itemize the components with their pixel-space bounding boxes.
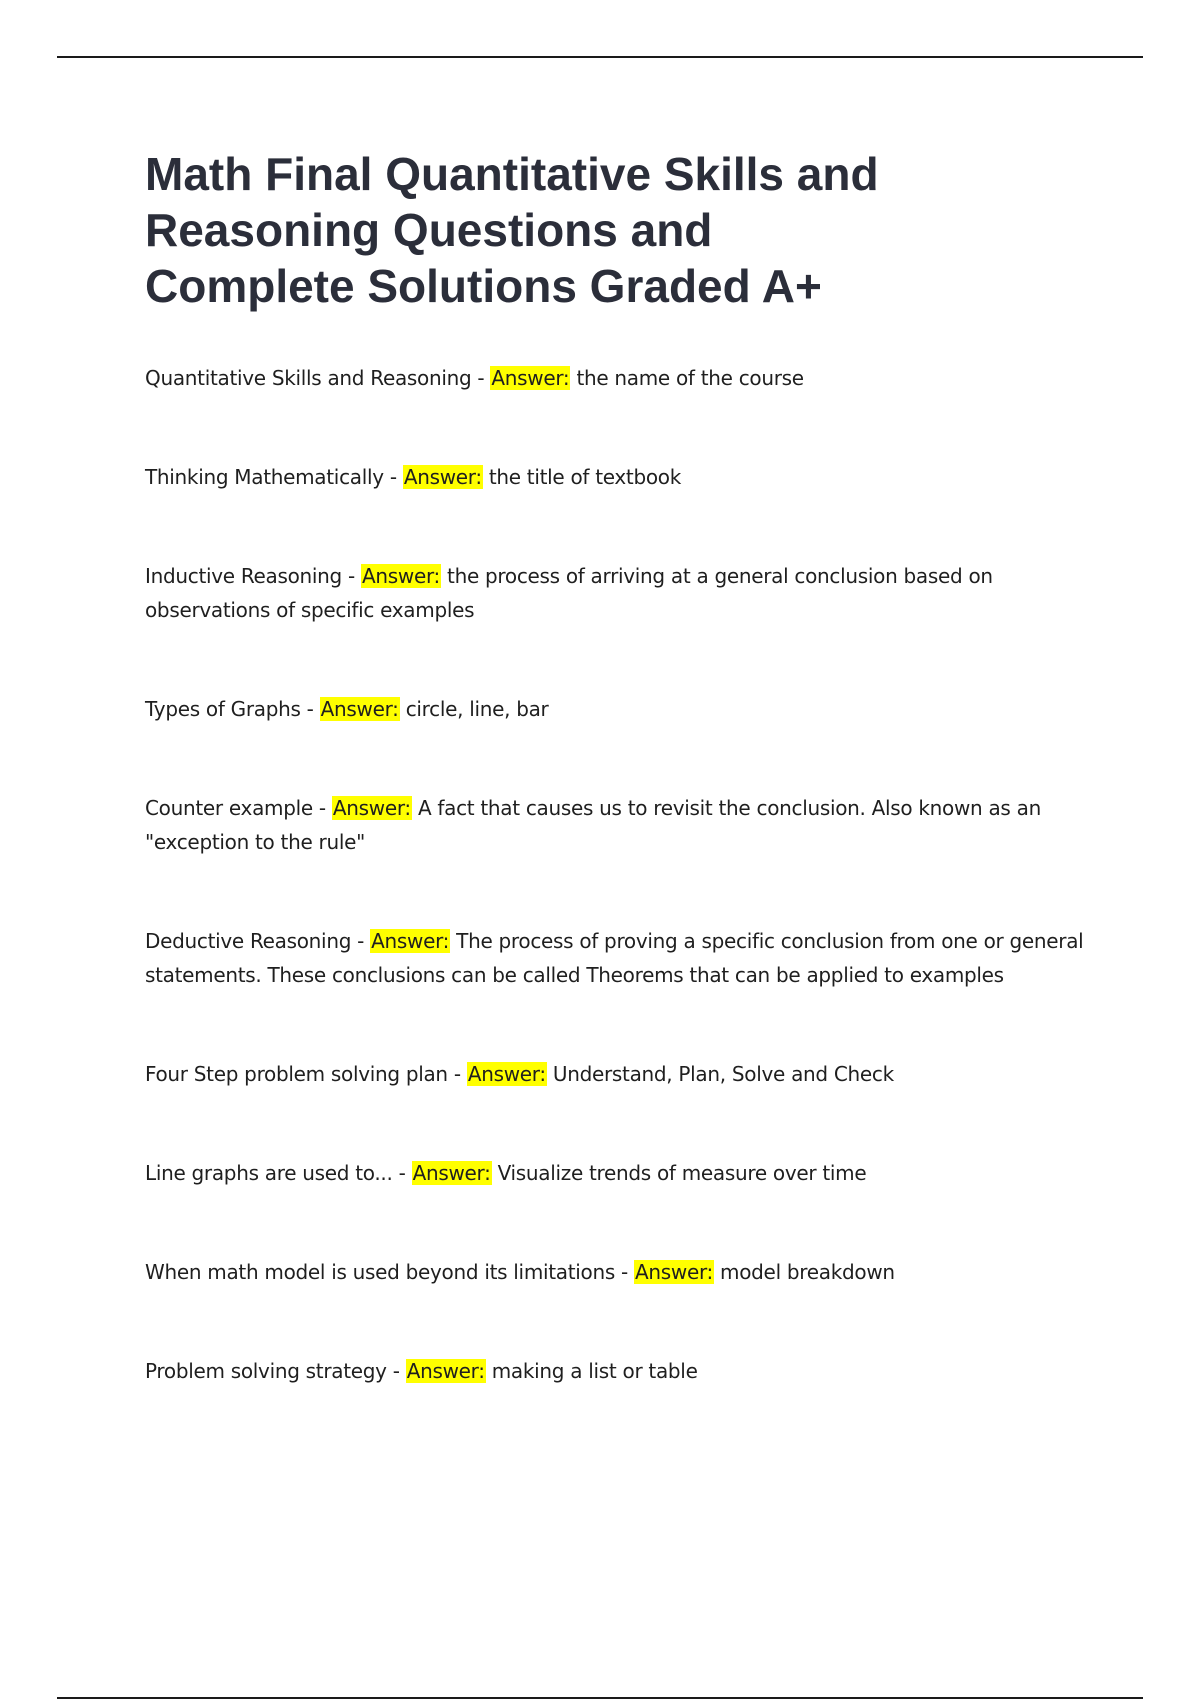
qa-term: When math model is used beyond its limitations: [145, 1260, 615, 1284]
qa-term: Thinking Mathematically: [145, 465, 384, 489]
answer-label-highlight: Answer:: [635, 1260, 713, 1284]
qa-term: Problem solving strategy: [145, 1359, 387, 1383]
qa-item: [145, 1156, 1105, 1190]
qa-list: [145, 361, 1105, 1388]
qa-term: Quantitative Skills and Reasoning: [145, 366, 472, 390]
qa-item: [145, 1354, 1105, 1388]
qa-answer: Visualize trends of measure over time: [497, 1161, 867, 1185]
qa-answer: The process of proving a specific conclusion from one or general statements. These conclusions can be called Theorems that can be applied to examples: [145, 929, 1084, 987]
qa-term: Counter example: [145, 796, 313, 820]
qa-separator: -: [341, 564, 362, 588]
qa-separator: -: [386, 1359, 406, 1383]
qa-separator: -: [614, 1260, 635, 1284]
answer-label-highlight: Answer:: [371, 929, 450, 953]
qa-term: Line graphs are used to...: [145, 1161, 393, 1185]
qa-answer: the process of arriving at a general conclusion based on observations of specific examples: [145, 564, 993, 622]
answer-label-highlight: Answer:: [320, 697, 399, 721]
qa-separator: -: [300, 697, 320, 721]
answer-label-highlight: Answer:: [406, 1359, 485, 1383]
qa-separator: -: [392, 1161, 412, 1185]
answer-label-highlight: Answer:: [412, 1161, 491, 1185]
answer-label-highlight: Answer:: [491, 366, 570, 390]
qa-item: [145, 1057, 1105, 1091]
qa-item: [145, 460, 1105, 494]
qa-term: Deductive Reasoning: [145, 929, 352, 953]
qa-answer: the title of textbook: [488, 465, 682, 489]
answer-label-highlight: Answer:: [362, 564, 440, 588]
qa-separator: -: [383, 465, 403, 489]
qa-answer: circle, line, bar: [405, 697, 549, 721]
qa-item: [145, 361, 1105, 395]
qa-term: Inductive Reasoning: [145, 564, 342, 588]
bottom-rule: [57, 1697, 1143, 1699]
qa-answer: making a list or table: [491, 1359, 698, 1383]
qa-term: Types of Graphs: [145, 697, 301, 721]
answer-label-highlight: Answer:: [467, 1062, 546, 1086]
top-rule: [57, 56, 1143, 58]
qa-item: [145, 791, 1105, 859]
qa-separator: -: [447, 1062, 467, 1086]
qa-answer: the name of the course: [576, 366, 804, 390]
qa-answer: A fact that causes us to revisit the conclusion. Also known as an "exception to the rule": [145, 796, 1041, 854]
qa-item: [145, 559, 1105, 627]
answer-label-highlight: Answer:: [332, 796, 411, 820]
qa-item: [145, 1255, 1105, 1289]
qa-item: [145, 692, 1105, 726]
qa-separator: -: [312, 796, 332, 820]
qa-separator: -: [351, 929, 371, 953]
qa-item: [145, 924, 1105, 992]
qa-answer: model breakdown: [720, 1260, 895, 1284]
document-title: Math Final Quantitative Skills and Reasoning Questions and Complete Solutions Graded A+: [145, 148, 879, 312]
qa-answer: Understand, Plan, Solve and Check: [552, 1062, 894, 1086]
qa-term: Four Step problem solving plan: [145, 1062, 448, 1086]
answer-label-highlight: Answer:: [403, 465, 482, 489]
qa-separator: -: [471, 366, 491, 390]
